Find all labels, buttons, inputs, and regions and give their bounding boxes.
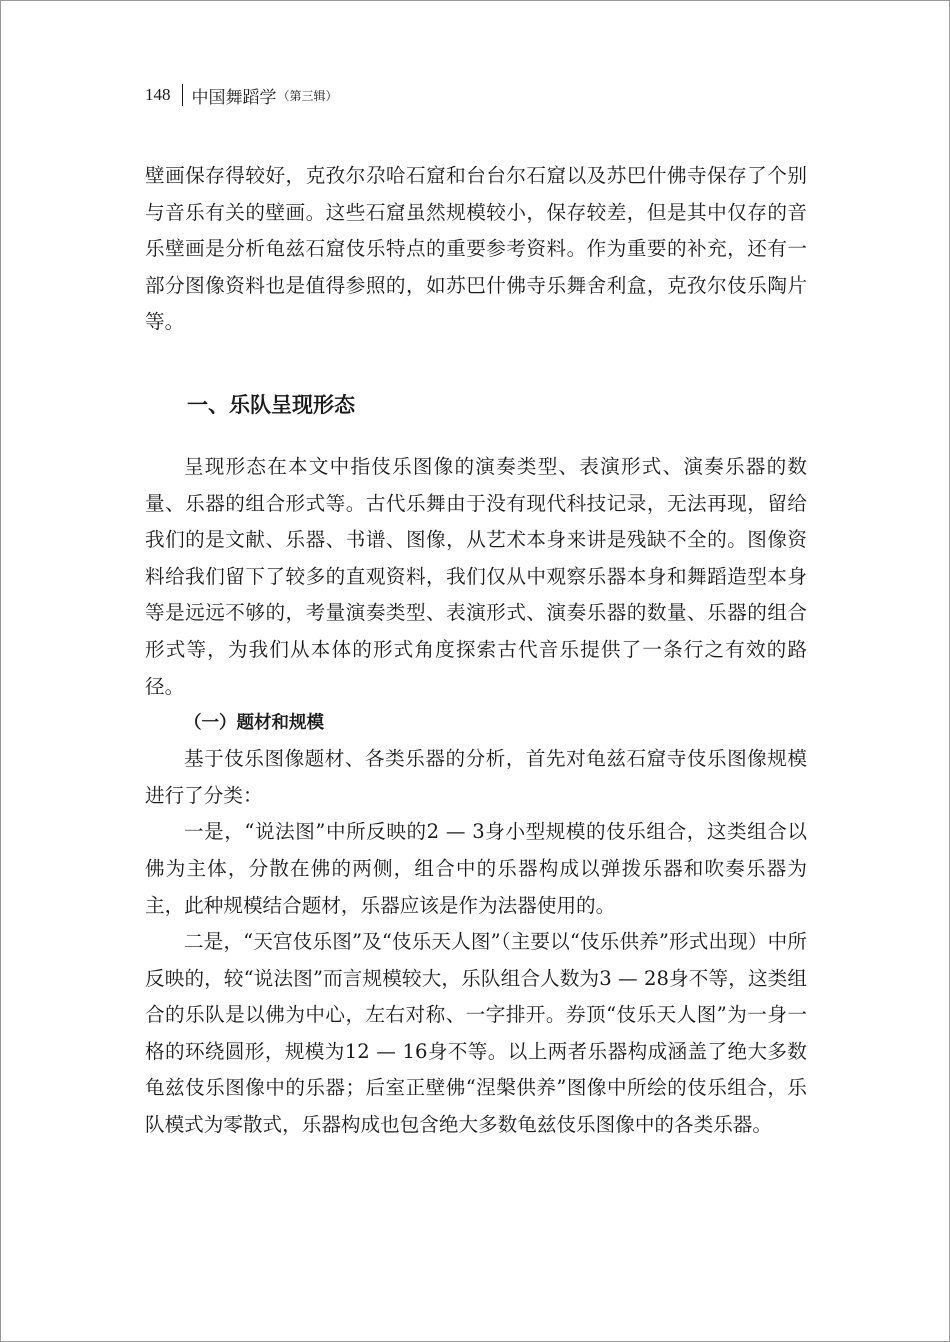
section-heading: 一、乐队呈现形态 xyxy=(187,392,355,417)
journal-title: 中国舞蹈学 xyxy=(191,87,277,108)
paragraph-classification-intro: 基于伎乐图像题材、各类乐器的分析，首先对龟兹石窟寺伎乐图像规模进行了分类： xyxy=(145,747,807,807)
journal-issue: （第三辑） xyxy=(277,88,338,103)
paragraph-intro: 壁画保存得较好，克孜尔尕哈石窟和台台尔石窟以及苏巴什佛寺保存了个别与音乐有关的壁画。这些石窟虽然规模较小，保存较差，但是其中仅存的音乐壁画是分析龟兹石窟伎乐特点的重要参考资料。作为重要的补充，还有一部分图像资料也是值得参照的，如苏巴什佛寺乐舞舍利盒，克孜尔伎乐陶片等。 xyxy=(145,164,807,334)
running-header xyxy=(145,83,338,107)
article-body xyxy=(145,158,807,1144)
page-number: 148 xyxy=(145,85,171,104)
paragraph-point-one: 一是，“说法图”中所反映的2 — 3身小型规模的伎乐组合，这类组合以佛为主体，分散在佛的两侧，组合中的乐器构成以弹拨乐器和吹奏乐器为主，此种规模结合题材，乐器应该是作为法器使用的。 xyxy=(145,820,807,917)
paragraph-section-intro: 呈现形态在本文中指伎乐图像的演奏类型、表演形式、演奏乐器的数量、乐器的组合形式等。古代乐舞由于没有现代科技记录，无法再现，留给我们的是文献、乐器、书谱、图像，从艺术本身来讲是残缺不全的。图像资料给我们留下了较多的直观资料，我们仅从中观察乐器本身和舞蹈造型本身等是远远不够的，考量演奏类型、表演形式、演奏乐器的数量、乐器的组合形式等，为我们从本体的形式角度探索古代音乐提供了一条行之有效的路径。 xyxy=(145,454,807,698)
header-divider xyxy=(182,84,183,106)
paragraph-point-two: 二是，“天宫伎乐图”及“伎乐天人图”（主要以“伎乐供养”形式出现）中所反映的，较“说法图”而言规模较大，乐队组合人数为3 — 28身不等，这类组合的乐队是以佛为中心，左右对称、一字排开。券顶“伎乐天人图”为一身一格的环绕圆形，规模为12 — 16身不等。以上两者乐器构成涵盖了绝大多数龟兹伎乐图像中的乐器；后室正壁佛“涅槃供养”图像中所绘的伎乐组合，乐队模式为零散式，乐器构成也包含绝大多数龟兹伎乐图像中的各类乐器。 xyxy=(145,930,807,1137)
subsection-heading: （一）题材和规模 xyxy=(184,713,324,734)
